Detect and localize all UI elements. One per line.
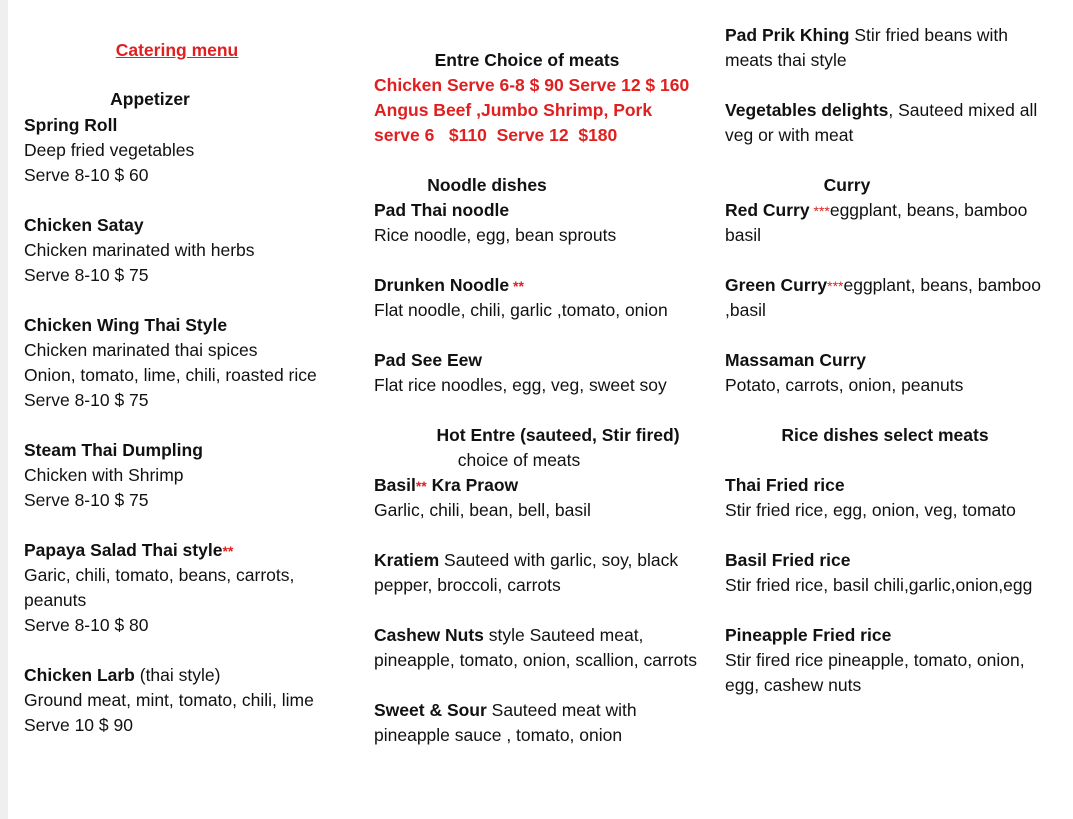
veg-delights-desc-text: , Sauteed mixed all <box>888 100 1038 120</box>
basil-name-text-2: Kra Praow <box>426 475 519 495</box>
spicy-marker: *** <box>827 278 844 294</box>
item-desc-thai-fried-rice: Stir fried rice, egg, onion, veg, tomato <box>725 500 1016 520</box>
item-name-chicken-wing: Chicken Wing Thai Style <box>24 315 228 335</box>
item-desc-pad-see-eew: Flat rice noodles, egg, veg, sweet soy <box>374 375 667 395</box>
item-name-prik-khing <box>725 23 1008 48</box>
item-desc-chicken-wing: Chicken marinated thai spices <box>24 340 258 360</box>
item-desc-pineapple-fried-rice: Stir fired rice pineapple, tomato, onion, <box>725 650 1025 670</box>
item-name-dumpling: Steam Thai Dumpling <box>24 440 203 460</box>
price-line-meats: Angus Beef ,Jumbo Shrimp, Pork <box>374 100 653 120</box>
spicy-marker: *** <box>809 203 830 219</box>
item-serve-spring-roll: Serve 8-10 $ 60 <box>24 165 149 185</box>
item-desc-papaya-salad-2: peanuts <box>24 590 87 610</box>
item-name-chicken-larb <box>24 663 220 688</box>
item-desc-drunken-noodle: Flat noodle, chili, garlic ,tomato, onion <box>374 300 668 320</box>
item-serve-chicken-wing: Serve 8-10 $ 75 <box>24 390 149 410</box>
spicy-marker: ** <box>509 278 524 294</box>
green-curry-name-text: Green Curry <box>725 275 828 295</box>
cashew-name-text: Cashew Nuts <box>374 625 484 645</box>
kratiem-name-text: Kratiem <box>374 550 440 570</box>
item-name-veg-delights <box>725 98 1037 123</box>
prik-khing-name-text: Pad Prik Khing <box>725 25 850 45</box>
item-name-papaya-salad <box>24 538 233 564</box>
item-desc-cashew: pineapple, tomato, onion, scallion, carrots <box>374 650 697 670</box>
basil-name-text: Basil <box>374 475 416 495</box>
section-heading-appetizer: Appetizer <box>110 89 190 109</box>
item-name-pad-see-eew: Pad See Eew <box>374 350 482 370</box>
item-name-drunken-noodle <box>374 273 524 299</box>
item-desc-massaman: Potato, carrots, onion, peanuts <box>725 375 964 395</box>
chicken-larb-name-text: Chicken Larb <box>24 665 135 685</box>
item-serve-chicken-satay: Serve 8-10 $ 75 <box>24 265 149 285</box>
section-heading-rice: Rice dishes select meats <box>781 425 989 445</box>
sweet-sour-desc-text: Sauteed meat with <box>486 700 637 720</box>
kratiem-desc-text: Sauteed with garlic, soy, black <box>439 550 679 570</box>
section-heading-curry: Curry <box>823 175 871 195</box>
price-line-chicken: Chicken Serve 6-8 $ 90 Serve 12 $ 160 <box>374 75 690 95</box>
item-name-chicken-satay: Chicken Satay <box>24 215 144 235</box>
section-heading-entre: Entre Choice of meats <box>434 50 620 70</box>
spicy-marker: ** <box>415 478 427 494</box>
item-name-green-curry <box>725 273 1041 299</box>
section-subheading-hot-entre: choice of meats <box>457 450 581 470</box>
green-curry-desc-text: eggplant, beans, bamboo <box>843 275 1042 295</box>
red-curry-name-text: Red Curry <box>725 200 810 220</box>
section-heading-hot-entre: Hot Entre (sauteed, Stir fired) <box>436 425 680 445</box>
item-desc-kratiem: pepper, broccoli, carrots <box>374 575 561 595</box>
sweet-sour-name-text: Sweet & Sour <box>374 700 487 720</box>
item-serve-chicken-larb: Serve 10 $ 90 <box>24 715 133 735</box>
item-desc-chicken-wing-2: Onion, tomato, lime, chili, roasted rice <box>24 365 317 385</box>
item-name-massaman: Massaman Curry <box>725 350 867 370</box>
chicken-larb-note: (thai style) <box>134 665 221 685</box>
item-name-basil <box>374 473 518 499</box>
prik-khing-desc-text: Stir fried beans with <box>849 25 1009 45</box>
menu-title: Catering menu <box>115 40 239 60</box>
item-desc-sweet-sour: pineapple sauce , tomato, onion <box>374 725 623 745</box>
item-desc-pineapple-fried-rice-2: egg, cashew nuts <box>725 675 862 695</box>
cashew-desc-text: style Sauteed meat, <box>483 625 644 645</box>
item-desc-red-curry: basil <box>725 225 761 245</box>
item-desc-chicken-larb: Ground meat, mint, tomato, chili, lime <box>24 690 314 710</box>
item-desc-basil-fried-rice: Stir fried rice, basil chili,garlic,onion,egg <box>725 575 1033 595</box>
item-name-cashew <box>374 623 643 648</box>
item-desc-chicken-satay: Chicken marinated with herbs <box>24 240 255 260</box>
item-name-kratiem <box>374 548 678 573</box>
spicy-marker: ** <box>222 543 234 559</box>
item-desc-green-curry: ,basil <box>725 300 766 320</box>
item-serve-papaya-salad: Serve 8-10 $ 80 <box>24 615 149 635</box>
item-name-sweet-sour <box>374 698 637 723</box>
page-left-edge <box>0 0 8 819</box>
item-name-thai-fried-rice: Thai Fried rice <box>725 475 845 495</box>
papaya-salad-name-text: Papaya Salad Thai style <box>24 540 223 560</box>
item-desc-papaya-salad: Garic, chili, tomato, beans, carrots, <box>24 565 295 585</box>
item-name-pineapple-fried-rice: Pineapple Fried rice <box>725 625 892 645</box>
item-desc-spring-roll: Deep fried vegetables <box>24 140 195 160</box>
item-desc-basil: Garlic, chili, bean, bell, basil <box>374 500 591 520</box>
item-name-red-curry <box>725 198 1027 224</box>
item-desc-pad-thai: Rice noodle, egg, bean sprouts <box>374 225 617 245</box>
item-desc-dumpling: Chicken with Shrimp <box>24 465 184 485</box>
red-curry-desc-text: eggplant, beans, bamboo <box>829 200 1028 220</box>
drunken-noodle-name-text: Drunken Noodle <box>374 275 510 295</box>
item-serve-dumpling: Serve 8-10 $ 75 <box>24 490 149 510</box>
price-line-serve: serve 6 $110 Serve 12 $180 <box>374 125 618 145</box>
item-name-pad-thai: Pad Thai noodle <box>374 200 510 220</box>
item-desc-prik-khing: meats thai style <box>725 50 847 70</box>
veg-delights-name-text: Vegetables delights <box>725 100 889 120</box>
section-heading-noodle: Noodle dishes <box>427 175 547 195</box>
item-desc-veg-delights: veg or with meat <box>725 125 854 145</box>
item-name-basil-fried-rice: Basil Fried rice <box>725 550 851 570</box>
item-name-spring-roll: Spring Roll <box>24 115 118 135</box>
